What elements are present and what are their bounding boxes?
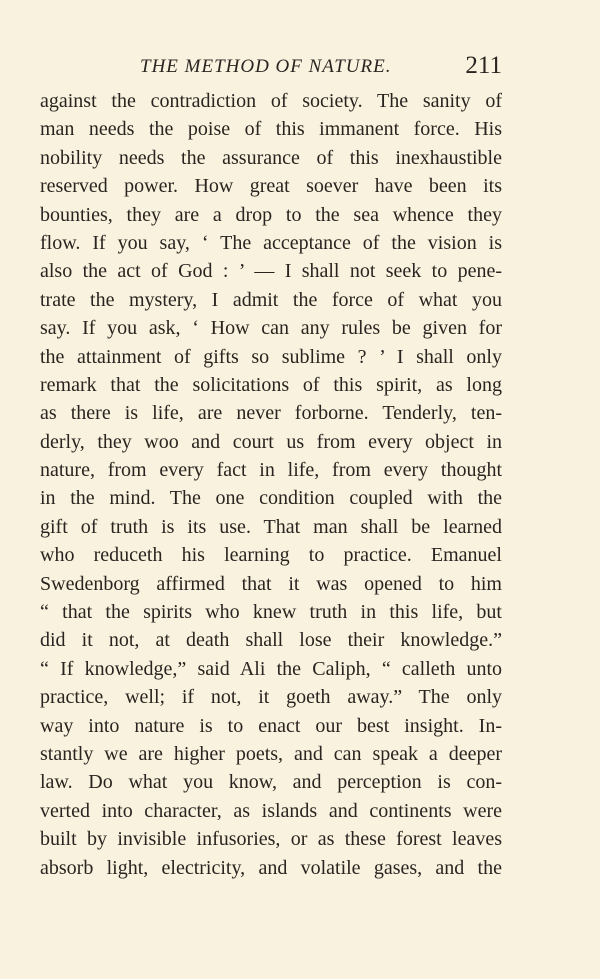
text-line: remark that the solicitations of this spirit, as long [40,373,502,396]
text-line: “ If knowledge,” said Ali the Caliph, “ calleth unto [40,657,502,680]
text-line: say. If you ask, ‘ How can any rules be given for [40,317,502,340]
text-line: verted into character, as islands and continents were [40,799,502,822]
page-number: 211 [465,52,502,79]
text-line: nature, from every fact in life, from every thought [40,459,502,482]
text-line: practice, well; if not, it goeth away.” The only [40,686,502,709]
text-line: way into nature is to enact our best insight. In- [40,714,502,737]
text-line: stantly we are higher poets, and can speak a deeper [40,742,502,765]
text-line: as there is life, are never forborne. Tenderly, ten- [40,402,502,425]
text-line: in the mind. The one condition coupled with the [40,487,502,510]
text-line: built by invisible infusories, or as these forest leaves [40,828,502,851]
page-header [40,52,502,82]
text-line: man needs the poise of this immanent force. His [40,118,502,141]
text-line: flow. If you say, ‘ The acceptance of the vision is [40,231,502,254]
text-line: reserved power. How great soever have been its [40,175,502,198]
text-line: the attainment of gifts so sublime ? ’ I shall only [40,345,502,368]
running-head: THE METHOD OF NATURE. [140,56,392,77]
text-line: nobility needs the assurance of this inexhaustible [40,146,502,169]
text-line: gift of truth is its use. That man shall be learned [40,515,502,538]
text-line: law. Do what you know, and perception is con- [40,771,502,794]
text-line: trate the mystery, I admit the force of what you [40,288,502,311]
text-line: who reduceth his learning to practice. Emanuel [40,544,502,567]
text-line: did it not, at death shall lose their knowledge.” [40,629,502,652]
body-text [40,87,502,882]
text-line: derly, they woo and court us from every object in [40,430,502,453]
text-line: Swedenborg affirmed that it was opened to him [40,572,502,595]
text-line: bounties, they are a drop to the sea whence they [40,203,502,226]
text-line: against the contradiction of society. The sanity of [40,90,502,112]
text-line: absorb light, electricity, and volatile gases, and the [40,856,502,879]
text-line: also the act of God : ’ — I shall not seek to pene- [40,260,502,283]
text-line: “ that the spirits who knew truth in this life, but [40,601,502,624]
